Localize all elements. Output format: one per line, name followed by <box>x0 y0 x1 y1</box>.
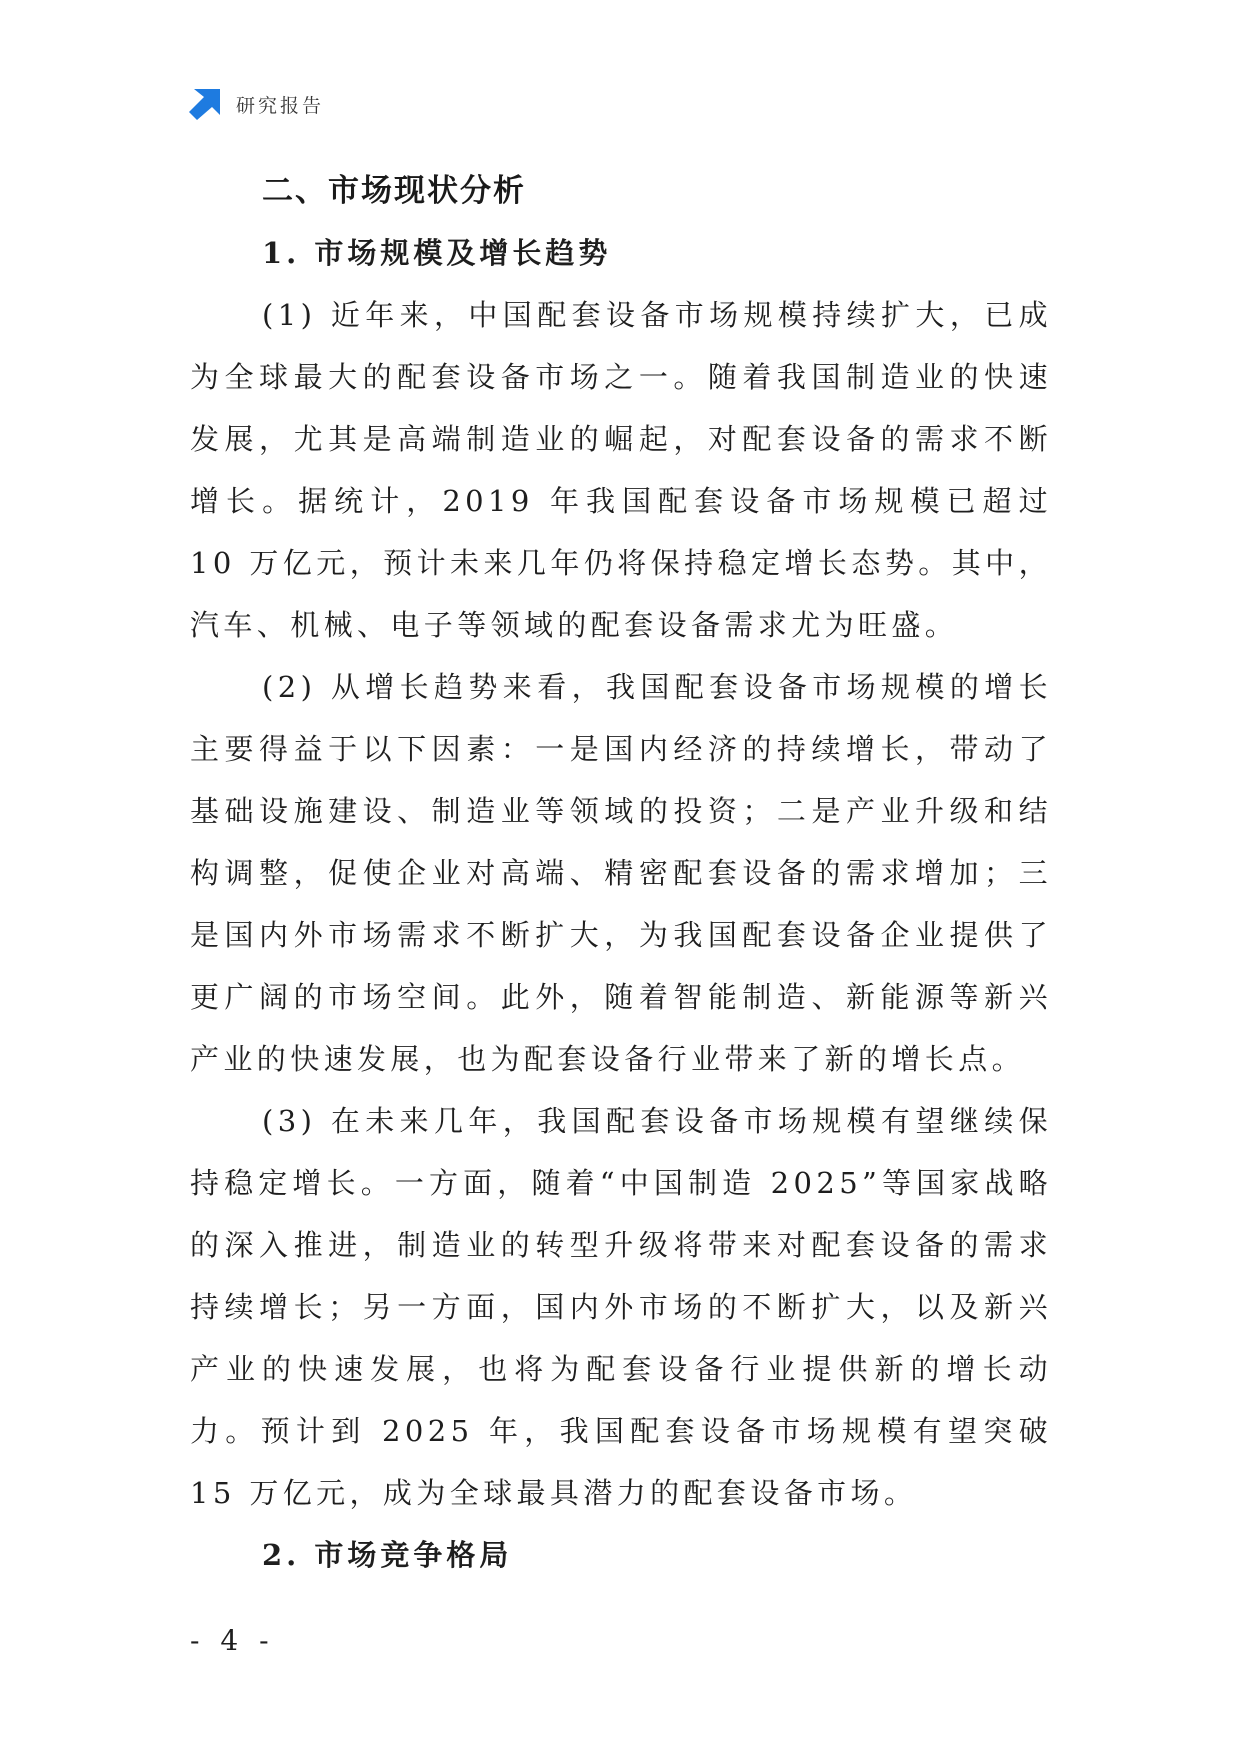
document-body <box>190 160 1052 1586</box>
subsection-title-competition: 2. 市场竞争格局 <box>262 1538 513 1572</box>
diagonal-arrow-logo-icon <box>188 87 222 121</box>
paragraph-1: (1) 近年来，中国配套设备市场规模持续扩大，已成为全球最大的配套设备市场之一。随着我国制造业的快速发展，尤其是高端制造业的崛起，对配套设备的需求不断增长。据统计，2019 年我国配套设备市场规模已超过 10 万亿元，预计未来几年仍将保持稳定增长态势。其中，汽车、机械、电子等领域的配套设备需求尤为旺盛。 <box>190 298 1052 642</box>
page-header <box>188 86 324 122</box>
paragraph-2: (2) 从增长趋势来看，我国配套设备市场规模的增长主要得益于以下因素：一是国内经济的持续增长，带动了基础设施建设、制造业等领域的投资；二是产业升级和结构调整，促使企业对高端、精密配套设备的需求增加；三是国内外市场需求不断扩大，为我国配套设备企业提供了更广阔的市场空间。此外，随着智能制造、新能源等新兴产业的快速发展，也为配套设备行业带来了新的增长点。 <box>190 670 1052 1076</box>
paragraph-3: (3) 在未来几年，我国配套设备市场规模有望继续保持稳定增长。一方面，随着“中国制造 2025”等国家战略的深入推进，制造业的转型升级将带来对配套设备的需求持续增长；另一方面，国内外市场的不断扩大，以及新兴产业的快速发展，也将为配套设备行业提供新的增长动力。预计到 2025 年，我国配套设备市场规模有望突破 15 万亿元，成为全球最具潜力的配套设备市场。 <box>190 1104 1052 1510</box>
header-label: 研究报告 <box>236 94 325 117</box>
subsection-title-market-size: 1. 市场规模及增长趋势 <box>262 236 612 270</box>
section-title: 二、市场现状分析 <box>262 173 526 209</box>
page-number: - 4 - <box>190 1624 275 1657</box>
